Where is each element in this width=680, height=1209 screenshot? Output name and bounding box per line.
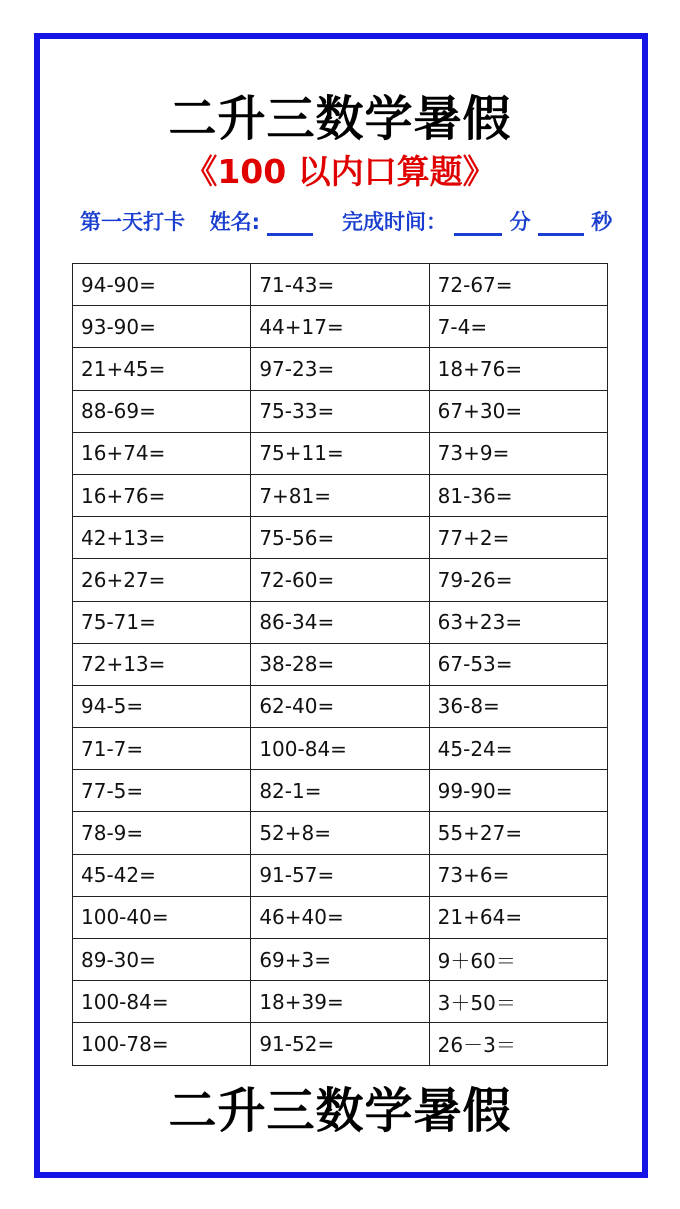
problem-cell: 82-1= (251, 770, 429, 812)
problem-cell: 3＋50＝ (429, 981, 607, 1023)
time-label: 完成时间： (341, 210, 447, 234)
problem-cell: 88-69= (73, 390, 251, 432)
problem-cell: 42+13= (73, 517, 251, 559)
problem-cell: 100-84= (73, 981, 251, 1023)
problem-cell: 73+6= (429, 854, 607, 896)
problem-cell: 55+27= (429, 812, 607, 854)
table-row (73, 517, 608, 559)
table-row (73, 348, 608, 390)
seconds-blank[interactable] (538, 211, 584, 236)
table-row (73, 896, 608, 938)
problem-cell: 77+2= (429, 517, 607, 559)
problem-cell: 45-42= (73, 854, 251, 896)
problem-cell: 16+76= (73, 474, 251, 516)
problem-cell: 100-40= (73, 896, 251, 938)
table-row (73, 812, 608, 854)
day-label: 第一天打卡 (80, 210, 185, 234)
table-row (73, 559, 608, 601)
problem-cell: 21+45= (73, 348, 251, 390)
table-row (73, 643, 608, 685)
problem-cell: 71-43= (251, 264, 429, 306)
table-row (73, 1023, 608, 1065)
problem-cell: 21+64= (429, 896, 607, 938)
problem-cell: 81-36= (429, 474, 607, 516)
problem-cell: 91-52= (251, 1023, 429, 1065)
problem-cell: 36-8= (429, 685, 607, 727)
problem-cell: 26－3＝ (429, 1023, 607, 1065)
problem-cell: 73+9= (429, 432, 607, 474)
problem-cell: 75+11= (251, 432, 429, 474)
problem-cell: 75-56= (251, 517, 429, 559)
minute-label: 分 (509, 210, 531, 234)
problem-cell: 78-9= (73, 812, 251, 854)
problem-cell: 18+39= (251, 981, 429, 1023)
problem-cell: 94-5= (73, 685, 251, 727)
problem-cell: 18+76= (429, 348, 607, 390)
worksheet-subtitle: 《100 以内口算题》 (184, 152, 496, 191)
arithmetic-table (72, 263, 608, 1066)
name-blank[interactable] (267, 211, 313, 236)
minutes-blank[interactable] (454, 211, 502, 236)
problem-cell: 97-23= (251, 348, 429, 390)
table-row (73, 854, 608, 896)
table-row (73, 474, 608, 516)
problem-cell: 69+3= (251, 939, 429, 981)
problem-cell: 7-4= (429, 306, 607, 348)
problem-cell: 26+27= (73, 559, 251, 601)
problem-cell: 100-78= (73, 1023, 251, 1065)
table-row (73, 601, 608, 643)
problem-cell: 16+74= (73, 432, 251, 474)
table-row (73, 306, 608, 348)
problem-cell: 46+40= (251, 896, 429, 938)
problem-cell: 62-40= (251, 685, 429, 727)
problem-cell: 77-5= (73, 770, 251, 812)
problem-cell: 9＋60＝ (429, 939, 607, 981)
page-title: 二升三数学暑假 (168, 91, 512, 147)
problem-cell: 91-57= (251, 854, 429, 896)
problem-cell: 63+23= (429, 601, 607, 643)
problem-cell: 52+8= (251, 812, 429, 854)
problem-cell: 89-30= (73, 939, 251, 981)
problem-cell: 72-60= (251, 559, 429, 601)
problem-cell: 94-90= (73, 264, 251, 306)
problem-cell: 38-28= (251, 643, 429, 685)
table-row (73, 390, 608, 432)
name-label: 姓名: (209, 210, 261, 234)
table-row (73, 981, 608, 1023)
table-row (73, 685, 608, 727)
table-row (73, 728, 608, 770)
table-row (73, 770, 608, 812)
problem-cell: 99-90= (429, 770, 607, 812)
problem-cell: 67+30= (429, 390, 607, 432)
problem-cell: 79-26= (429, 559, 607, 601)
problem-cell: 75-33= (251, 390, 429, 432)
problem-cell: 75-71= (73, 601, 251, 643)
problem-cell: 72-67= (429, 264, 607, 306)
problem-cell: 72+13= (73, 643, 251, 685)
problem-cell: 100-84= (251, 728, 429, 770)
table-row (73, 432, 608, 474)
problem-cell: 93-90= (73, 306, 251, 348)
problem-cell: 45-24= (429, 728, 607, 770)
second-label: 秒 (591, 210, 613, 234)
problem-cell: 86-34= (251, 601, 429, 643)
problem-cell: 7+81= (251, 474, 429, 516)
checkin-info-line (80, 206, 620, 240)
problem-cell: 67-53= (429, 643, 607, 685)
problem-cell: 71-7= (73, 728, 251, 770)
table-row (73, 264, 608, 306)
table-row (73, 939, 608, 981)
footer-title: 二升三数学暑假 (168, 1083, 512, 1139)
problem-cell: 44+17= (251, 306, 429, 348)
